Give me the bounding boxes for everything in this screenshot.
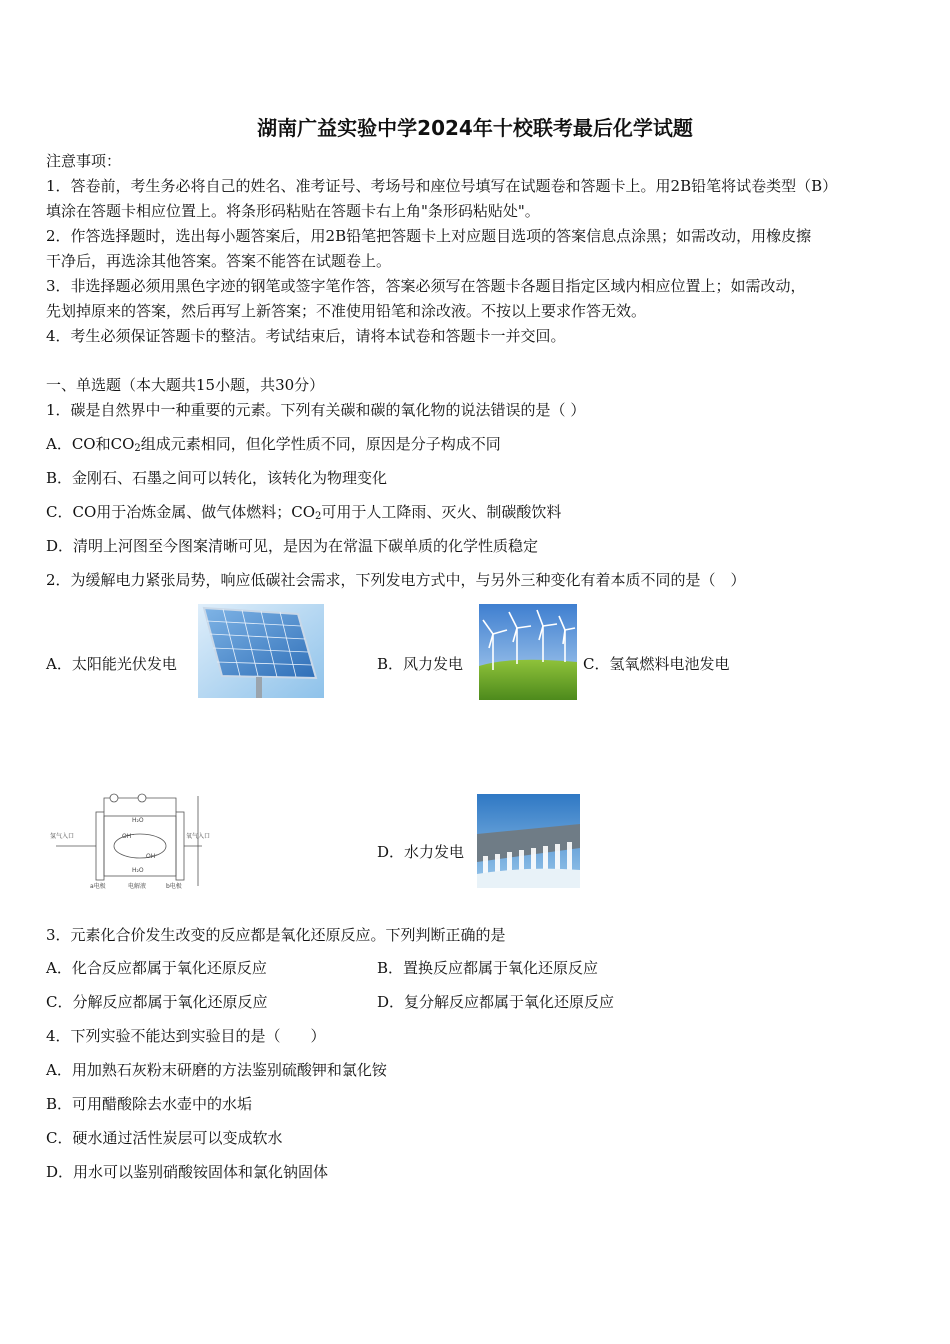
fuel-cell-label: OH⁻: [122, 833, 135, 840]
q3-option-d: D．复分解反应都属于氧化还原反应: [377, 993, 615, 1011]
section-heading: 一、单选题（本大题共15小题，共30分）: [46, 376, 325, 394]
fuel-cell-label: H₂O: [132, 867, 144, 874]
q2-option-c: C．氢氧燃料电池发电: [583, 655, 730, 673]
q4-option-d: D．用水可以鉴别硝酸铵固体和氯化钠固体: [46, 1163, 329, 1181]
q3-stem: 3．元素化合价发生改变的反应都是氧化还原反应。下列判断正确的是: [46, 926, 506, 944]
notice-line: 先划掉原来的答案，然后再写上新答案；不准使用铅笔和涂改液。不按以上要求作答无效。: [46, 302, 647, 320]
q2-option-a: A．太阳能光伏发电: [46, 655, 177, 673]
notice-line: 4．考生必须保证答题卡的整洁。考试结束后，请将本试卷和答题卡一并交回。: [46, 327, 566, 345]
q1-option-c: C．CO用于冶炼金属、做气体燃料；$CO_2$可用于人工降雨、灭火、制碳酸饮料: [46, 503, 562, 522]
fuel-cell-diagram: [46, 792, 211, 890]
fuel-cell-label: b电极: [166, 883, 182, 890]
fuel-cell-label: 氧气入口: [186, 833, 211, 840]
notice-line: 2．作答选择题时，选出每小题答案后，用2B铅笔把答题卡上对应题目选项的答案信息点涂黑；如需改动，用橡皮擦: [46, 227, 812, 245]
notice-line: 3．非选择题必须用黑色字迹的钢笔或签字笔作答，答案必须写在答题卡各题目指定区域内相应位置上；如需改动，: [46, 277, 806, 295]
q2-option-b: B．风力发电: [377, 655, 464, 673]
fuel-cell-label: H₂O: [132, 817, 144, 824]
q4-option-a: A．用加熟石灰粉末研磨的方法鉴别硫酸钾和氯化铵: [46, 1061, 387, 1079]
q4-stem: 4．下列实验不能达到实验目的是（ ）: [46, 1027, 326, 1045]
q3-option-a: A．化合反应都属于氧化还原反应: [46, 959, 267, 977]
page-title: 湖南广益实验中学2024年十校联考最后化学试题: [257, 116, 693, 140]
notice-line: 1．答卷前，考生务必将自己的姓名、准考证号、考场号和座位号填写在试题卷和答题卡上。用2B铅笔将试卷类型（B）: [46, 177, 838, 195]
hydro-dam-image: [477, 794, 580, 888]
wind-turbine-image: [479, 604, 577, 700]
q4-option-c: C．硬水通过活性炭层可以变成软水: [46, 1129, 283, 1147]
notice-heading: 注意事项：: [46, 152, 122, 170]
q2-option-d: D．水力发电: [377, 843, 465, 861]
q1-stem: 1．碳是自然界中一种重要的元素。下列有关碳和碳的氧化物的说法错误的是（ ）: [46, 401, 586, 419]
notice-line: 干净后，再选涂其他答案。答案不能答在试题卷上。: [46, 252, 392, 270]
fuel-cell-label: OH⁻: [146, 853, 159, 860]
fuel-cell-label: 电解液: [128, 883, 147, 890]
q3-option-b: B．置换反应都属于氧化还原反应: [377, 959, 599, 977]
q2-stem: 2．为缓解电力紧张局势，响应低碳社会需求，下列发电方式中，与另外三种变化有着本质不同的是（ ）: [46, 571, 746, 589]
q1-option-a: A．CO和$CO_2$组成元素相同，但化学性质不同，原因是分子构成不同: [46, 435, 501, 454]
solar-panel-image: [198, 604, 324, 698]
q1-option-d: D．清明上河图至今图案清晰可见，是因为在常温下碳单质的化学性质稳定: [46, 537, 539, 555]
fuel-cell-label: 氢气入口: [50, 833, 75, 840]
q1-option-b: B．金刚石、石墨之间可以转化，该转化为物理变化: [46, 469, 388, 487]
q4-option-b: B．可用醋酸除去水壶中的水垢: [46, 1095, 253, 1113]
fuel-cell-label: a电极: [90, 883, 106, 890]
q3-option-c: C．分解反应都属于氧化还原反应: [46, 993, 268, 1011]
notice-line: 填涂在答题卡相应位置上。将条形码粘贴在答题卡右上角"条形码粘贴处"。: [46, 202, 540, 220]
